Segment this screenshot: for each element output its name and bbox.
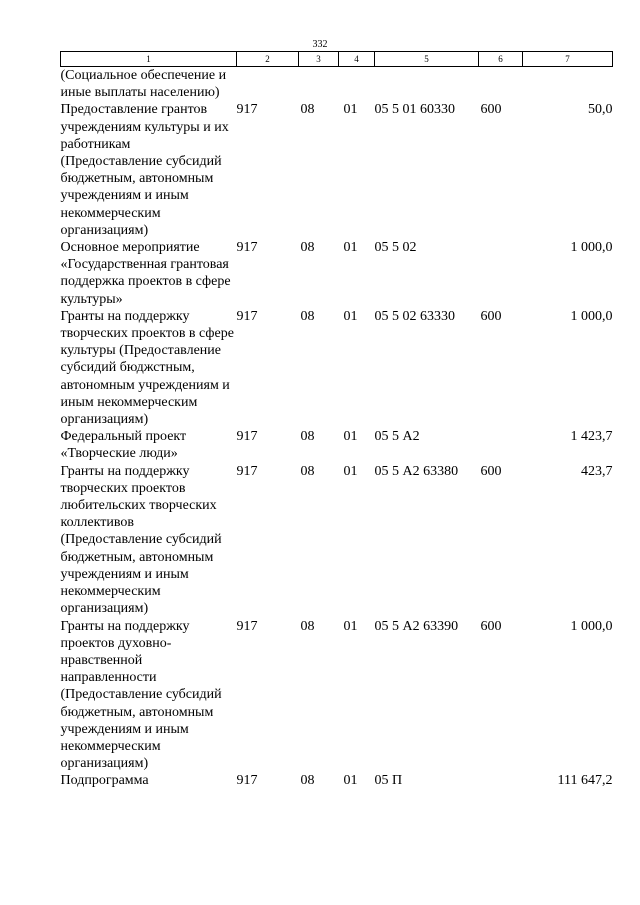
row-expense-type	[479, 67, 523, 102]
row-amount: 1 423,7	[570, 429, 613, 445]
row-target-article: 05 5 А2	[374, 429, 420, 445]
row-subsection: 01	[343, 102, 358, 118]
row-grbs	[237, 67, 299, 102]
row-section: 08	[300, 308, 315, 324]
row-subsection: 01	[343, 429, 358, 445]
row-name: Предоставление грантов учреждениям культуры и их работникам (Предоставление субсидий бюджетным, автономным учреждениям и иным некоммерческим организациям)	[60, 102, 229, 238]
table-header	[61, 52, 613, 67]
table-row	[61, 618, 613, 773]
row-target-article: 05 5 А2 63380	[374, 463, 459, 479]
table-row	[61, 428, 613, 462]
row-subsection	[339, 67, 375, 102]
row-expense-type: 600	[480, 463, 502, 479]
row-name: Федеральный проект «Творческие люди»	[60, 429, 187, 462]
row-expense-type: 600	[480, 618, 502, 634]
row-amount: 1 000,0	[570, 308, 613, 324]
row-grbs: 917	[236, 102, 258, 118]
row-expense-type	[479, 239, 523, 308]
row-expense-type: 600	[480, 308, 502, 324]
row-name: Подпрограмма	[60, 773, 149, 789]
row-section: 08	[300, 463, 315, 479]
row-expense-type	[479, 772, 523, 789]
row-section: 08	[300, 240, 315, 256]
column-header-6: 6	[479, 52, 523, 67]
row-subsection: 01	[343, 773, 358, 789]
column-header-2: 2	[237, 52, 299, 67]
row-expense-type	[479, 428, 523, 462]
budget-table	[60, 51, 613, 790]
row-amount: 50,0	[588, 102, 613, 118]
row-target-article: 05 5 01 60330	[374, 102, 455, 118]
row-section: 08	[300, 773, 315, 789]
table-row	[61, 239, 613, 308]
row-grbs: 917	[236, 773, 258, 789]
column-header-1: 1	[61, 52, 237, 67]
row-name: Гранты на поддержку творческих проектов в сфере культуры (Предоставление субсидий бюджстным, автономным учреждениям и иным некоммерческим организациям)	[60, 308, 234, 428]
table-row	[61, 101, 613, 239]
table-row	[61, 67, 613, 102]
row-section	[299, 67, 339, 102]
column-header-7: 7	[523, 52, 613, 67]
row-amount: 1 000,0	[570, 618, 613, 634]
row-target-article	[375, 67, 479, 102]
row-grbs: 917	[236, 429, 258, 445]
row-target-article: 05 5 02	[374, 240, 417, 256]
header-row	[61, 52, 613, 67]
row-amount: 1 000,0	[570, 240, 613, 256]
table-row	[61, 463, 613, 618]
row-target-article: 05 5 02 63330	[374, 308, 455, 324]
row-grbs: 917	[236, 240, 258, 256]
row-expense-type: 600	[480, 102, 502, 118]
page-number: 332	[312, 39, 328, 50]
row-section: 08	[300, 429, 315, 445]
table-row	[61, 772, 613, 789]
row-subsection: 01	[343, 308, 358, 324]
row-grbs: 917	[236, 308, 258, 324]
row-name: Гранты на поддержку проектов духовно-нравственной направленности (Предоставление субсидий бюджетным, автономным учреждениям и иным некоммерческим организациям)	[60, 618, 222, 772]
row-name: Основное мероприятие «Государственная грантовая поддержка проектов в сфере культуры»	[60, 240, 231, 307]
row-section: 08	[300, 618, 315, 634]
row-section: 08	[300, 102, 315, 118]
row-grbs: 917	[236, 618, 258, 634]
row-target-article: 05 5 А2 63390	[374, 618, 459, 634]
table-row	[61, 308, 613, 428]
row-subsection: 01	[343, 240, 358, 256]
row-subsection: 01	[343, 463, 358, 479]
table-body	[61, 67, 613, 790]
row-amount: 111 647,2	[557, 773, 613, 789]
column-header-3: 3	[299, 52, 339, 67]
row-subsection: 01	[343, 618, 358, 634]
column-header-4: 4	[339, 52, 375, 67]
row-grbs: 917	[236, 463, 258, 479]
row-target-article: 05 П	[374, 773, 403, 789]
column-header-5: 5	[375, 52, 479, 67]
row-name: Гранты на поддержку творческих проектов любительских творческих коллективов (Предоставление субсидий бюджетным, автономным учреждениям и иным некоммерческим организациям)	[60, 463, 222, 617]
row-name: (Социальное обеспечение и иные выплаты населению)	[60, 68, 227, 101]
row-amount	[523, 67, 613, 102]
row-amount: 423,7	[581, 463, 613, 479]
